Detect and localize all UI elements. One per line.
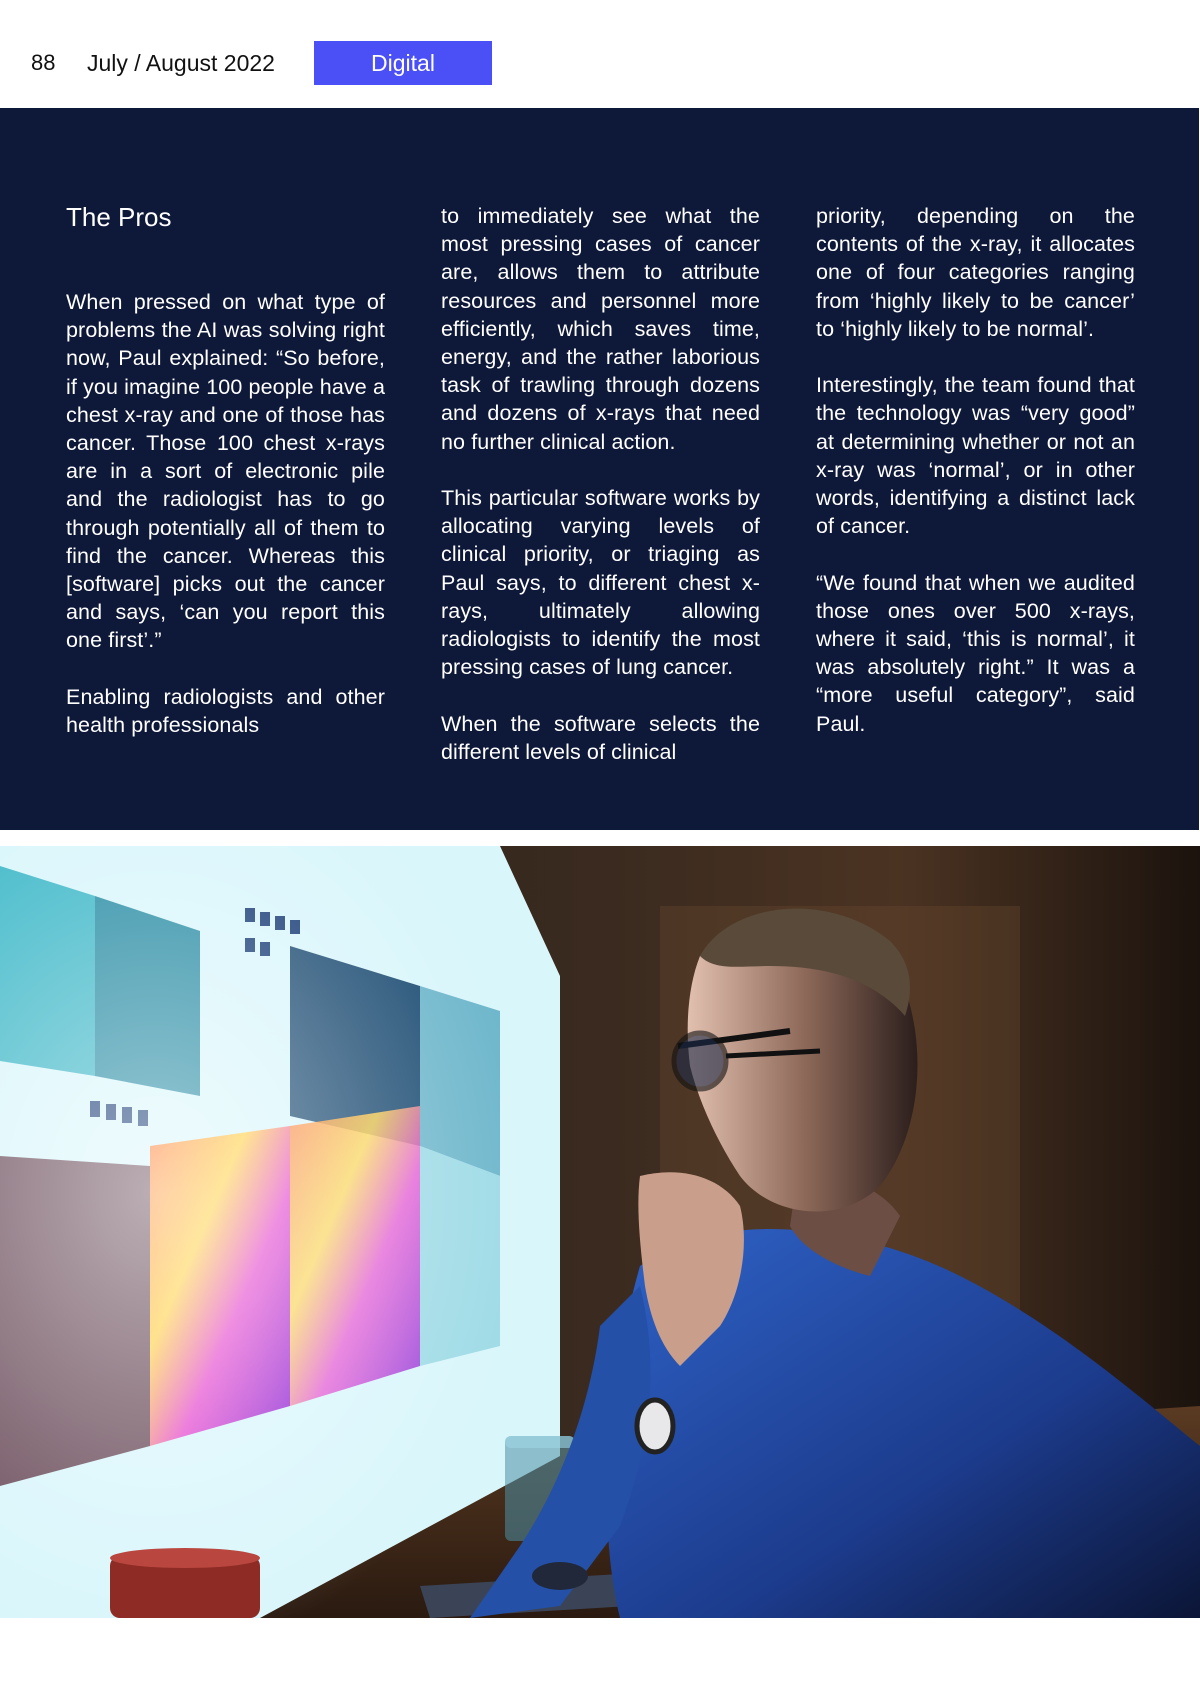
article-column-2 (441, 202, 760, 766)
issue-date: July / August 2022 (87, 50, 275, 76)
paragraph: to immediately see what the most pressing cases of cancer are, allows them to attribute resources and personnel more efficiently, which saves time, energy, and the rather laborious task of trawling through dozens and dozens of x-rays that need no further clinical action. (441, 204, 760, 454)
paragraph: Interestingly, the team found that the technology was “very good” at determining whether or not an x-ray was ‘normal’, or in other words, identifying a distinct lack of cancer. (816, 373, 1135, 539)
photo-illustration (0, 846, 1200, 1618)
paragraph: Enabling radiologists and other health professionals (66, 684, 385, 738)
paragraph: When the software selects the different levels of clinical (441, 711, 760, 764)
article-photo (0, 846, 1200, 1618)
page-header (0, 0, 1200, 108)
paragraph: This particular software works by allocating varying levels of clinical priority, or triaging as Paul says, to different chest x-rays, ultimately allowing radiologists to identify the most pressing cases of lung cancer. (441, 486, 760, 680)
section-heading: The Pros (66, 202, 172, 232)
paragraph: priority, depending on the contents of the x-ray, it allocates one of four categories ranging from ‘highly likely to be cancer’ to ‘highly likely to be normal’. (816, 204, 1135, 341)
article-column-3 (816, 202, 1135, 738)
section-badge: Digital (314, 41, 492, 85)
article-column-1 (66, 202, 385, 739)
paragraph: When pressed on what type of problems the AI was solving right now, Paul explained: “So before, if you imagine 100 people have a chest x-ray and one of those has cancer. Those 100 chest x-rays are in a sort of electronic pile and the radiologist has to go through potentially all of them to find the cancer. Whereas this [software] picks out the cancer and says, ‘can you report this one first’.” (66, 290, 385, 653)
article-panel (0, 108, 1199, 830)
page-number: 88 (31, 50, 56, 75)
paragraph: “We found that when we audited those ones over 500 x-rays, where it said, ‘this is normal’, it was absolutely right.” It was a “more useful category”, said Paul. (816, 570, 1135, 736)
